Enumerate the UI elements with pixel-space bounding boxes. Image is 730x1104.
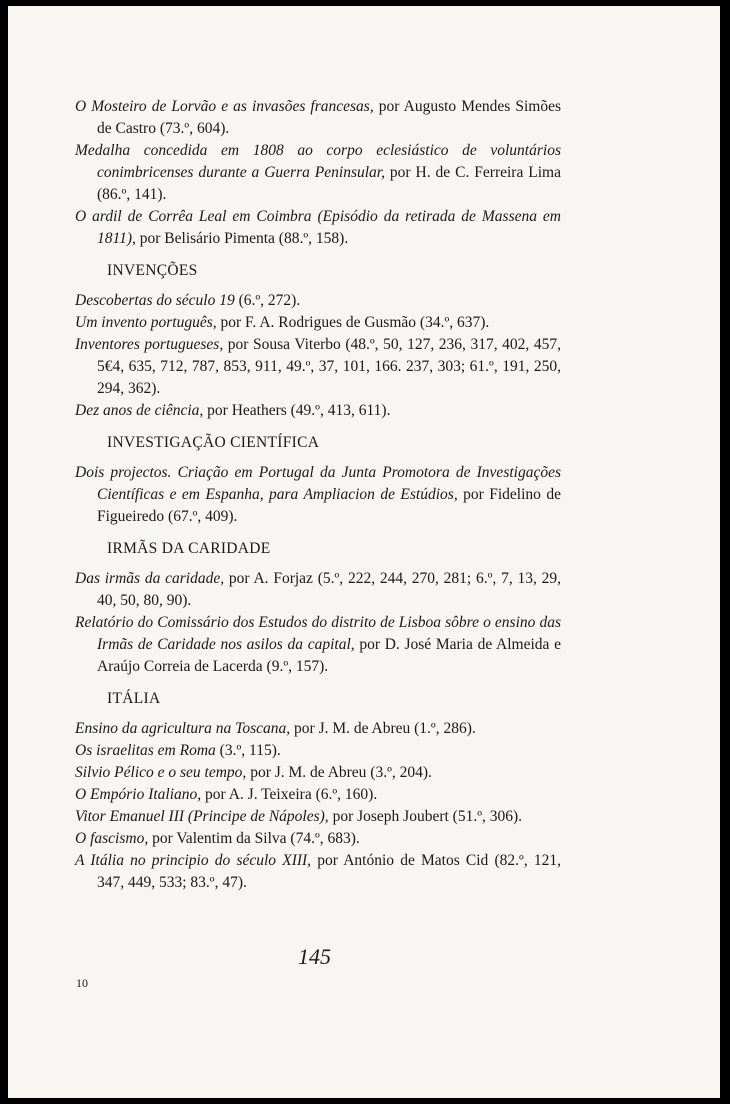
entry-title: O Empório Italiano, <box>75 786 202 803</box>
entry-title: O ardil de Corrêa Leal em Coimbra (Episódio da retirada de Massena em 1811), <box>75 208 561 247</box>
entry-reference: por Joseph Joubert (51.º, 306). <box>328 808 523 825</box>
section-heading: ITÁLIA <box>107 690 161 707</box>
entry-reference: (6.º, 272). <box>234 292 301 309</box>
entry-reference: por J. M. de Abreu (3.º, 204). <box>246 764 432 781</box>
entry-title: Silvio Pélico e o seu tempo, <box>75 764 247 781</box>
index-entry <box>75 806 561 828</box>
entry-reference: (3.º, 115). <box>215 742 281 759</box>
entry-title: Ensino da agricultura na Toscana, <box>75 720 291 737</box>
signature-mark: 10 <box>76 976 88 990</box>
entry-reference: por H. de C. Ferreira Lima (86.º, 141). <box>97 164 561 203</box>
entry-title: O fascismo, <box>75 830 149 847</box>
entry-title: Inventores portugueses, <box>75 336 224 353</box>
page <box>8 6 720 1098</box>
entry-reference: por D. José Maria de Almeida e Araújo Correia de Lacerda (9.º, 157). <box>97 636 561 675</box>
entry-title: A Itália no principio do século XIII, <box>75 852 312 869</box>
index-entry <box>75 568 561 612</box>
section-heading: INVENÇÕES <box>107 262 198 279</box>
entry-reference: por A. Forjaz (5.º, 222, 244, 270, 281; 6.º, 7, 13, 29, 40, 50, 80, 90). <box>97 570 561 609</box>
index-entry <box>75 762 561 784</box>
entry-reference: por Fidelino de Figueiredo (67.º, 409). <box>97 486 561 525</box>
entry-reference: por Heathers (49.º, 413, 611). <box>203 402 391 419</box>
entry-title: Relatório do Comissário dos Estudos do distrito de Lisboa sôbre o ensino das Irmãs de Caridade nos asilos da capital, <box>75 614 561 653</box>
index-entry <box>75 290 561 312</box>
index-entry <box>75 96 561 140</box>
index-entry <box>75 462 561 528</box>
section-heading: INVESTIGAÇÃO CIENTÍFICA <box>107 434 320 451</box>
index-entry <box>75 828 561 850</box>
index-entry <box>75 612 561 678</box>
index-entry <box>75 334 561 400</box>
entry-reference: por J. M. de Abreu (1.º, 286). <box>290 720 476 737</box>
entry-reference: por Belisário Pimenta (88.º, 158). <box>135 230 349 247</box>
entry-reference: por F. A. Rodrigues de Gusmão (34.º, 637). <box>216 314 490 331</box>
entry-title: Os israelitas em Roma <box>75 742 216 759</box>
section-heading: IRMÃS DA CARIDADE <box>107 540 271 557</box>
entry-title: O Mosteiro de Lorvão e as invasões francesas, <box>75 98 374 115</box>
index-entry <box>75 206 561 250</box>
index-content <box>75 96 561 894</box>
index-entry <box>75 400 561 422</box>
entry-title: Descobertas do século 19 <box>75 292 235 309</box>
entry-title: Vitor Emanuel III (Principe de Nápoles), <box>75 808 329 825</box>
entry-reference: por Valentim da Silva (74.º, 683). <box>148 830 360 847</box>
index-entry <box>75 784 561 806</box>
entry-title: Dois projectos. Criação em Portugal da Junta Promotora de Investigações Científicas e em Espanha, para Ampliacion de Estúdios, <box>75 464 561 503</box>
entry-title: Um invento português, <box>75 314 217 331</box>
index-entry <box>75 718 561 740</box>
entry-reference: por Sousa Viterbo (48.º, 50, 127, 236, 317, 402, 457, 5€4, 635, 712, 787, 853, 911, 49.º, 37, 101, 166. 237, 303; 61.º, 191, 250, 294, 362). <box>97 336 561 397</box>
index-entry <box>75 312 561 334</box>
entry-reference: por Augusto Mendes Simões de Castro (73.º, 604). <box>97 98 561 137</box>
page-number: 145 <box>298 944 331 969</box>
entry-title: Dez anos de ciência, <box>75 402 204 419</box>
entry-title: Medalha concedida em 1808 ao corpo eclesiástico de voluntários conimbricenses durante a Guerra Peninsular, <box>75 142 561 181</box>
entry-reference: por A. J. Teixeira (6.º, 160). <box>201 786 378 803</box>
index-entry <box>75 850 561 894</box>
entry-reference: por António de Matos Cid (82.º, 121, 347, 449, 533; 83.º, 47). <box>97 852 561 891</box>
index-entry <box>75 740 561 762</box>
index-entry <box>75 140 561 206</box>
entry-title: Das irmãs da caridade, <box>75 570 225 587</box>
